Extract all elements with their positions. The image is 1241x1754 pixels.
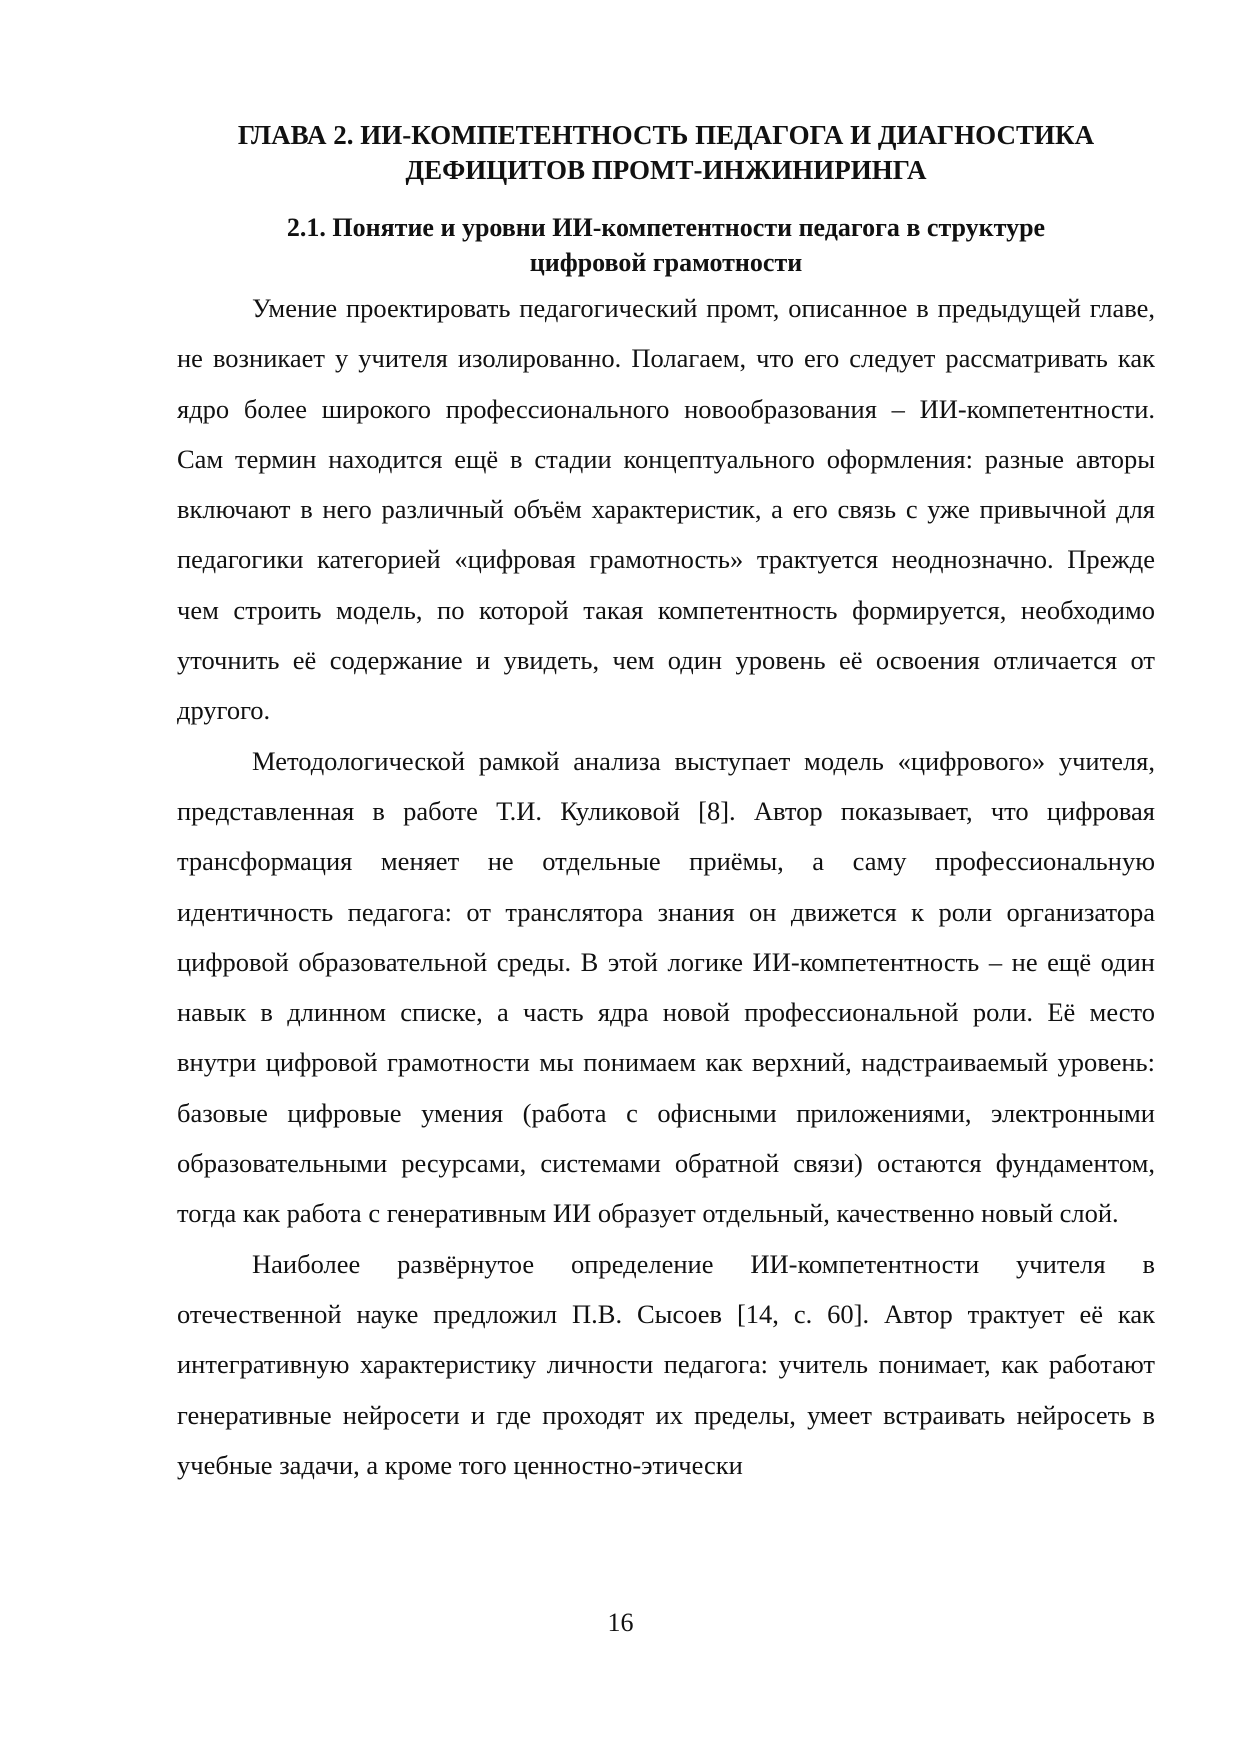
body-text [177, 283, 1155, 1490]
section-title-line-2: цифровой грамотности [529, 248, 803, 277]
section-title-line-1: 2.1. Понятие и уровни ИИ-компетентности педагога в структуре [286, 213, 1046, 242]
paragraph-1: Умение проектировать педагогический промт, описанное в предыдущей главе, не возникает у учителя изолированно. Полагаем, что его следует рассматривать как ядро более широкого профессионального новообразования – ИИ-компетентности. Сам термин находится ещё в стадии концептуального оформления: разные авторы включают в него различный объём характеристик, а его связь с уже привычной для педагогики категорией «цифровая грамотность» трактуется неоднозначно. Прежде чем строить модель, по которой такая компетентность формируется, необходимо уточнить её содержание и увидеть, чем один уровень её освоения отличается от другого. [177, 293, 1155, 726]
chapter-title-line-1: ГЛАВА 2. ИИ-КОМПЕТЕНТНОСТЬ ПЕДАГОГА И ДИАГНОСТИКА [237, 120, 1095, 150]
paragraph-2: Методологической рамкой анализа выступает модель «цифрового» учителя, представленная в работе Т.И. Куликовой [8]. Автор показывает, что цифровая трансформация меняет не отдельные приёмы, а саму профессиональную идентичность педагога: от транслятора знания он движется к роли организатора цифровой образовательной среды. В этой логике ИИ-компетентность – не ещё один навык в длинном списке, а часть ядра новой профессиональной роли. Её место внутри цифровой грамотности мы понимаем как верхний, надстраиваемый уровень: базовые цифровые умения (работа с офисными приложениями, электронными образовательными ресурсами, системами обратной связи) остаются фундаментом, тогда как работа с генеративным ИИ образует отдельный, качественно новый слой. [177, 745, 1155, 1229]
page-number: 16 [607, 1608, 634, 1637]
chapter-title-line-2: ДЕФИЦИТОВ ПРОМТ-ИНЖИНИРИНГА [405, 155, 927, 185]
chapter-title [177, 118, 1155, 188]
paragraph-3: Наиболее развёрнутое определение ИИ-компетентности учителя в отечественной науке предложил П.В. Сысоев [14, с. 60]. Автор трактует её как интегративную характеристику личности педагога: учитель понимает, как работают генеративные нейросети и где проходят их пределы, умеет встраивать нейросеть в учебные задачи, а кроме того ценностно-этически [177, 1248, 1155, 1480]
document-page [177, 118, 1155, 1490]
section-title [177, 210, 1155, 280]
